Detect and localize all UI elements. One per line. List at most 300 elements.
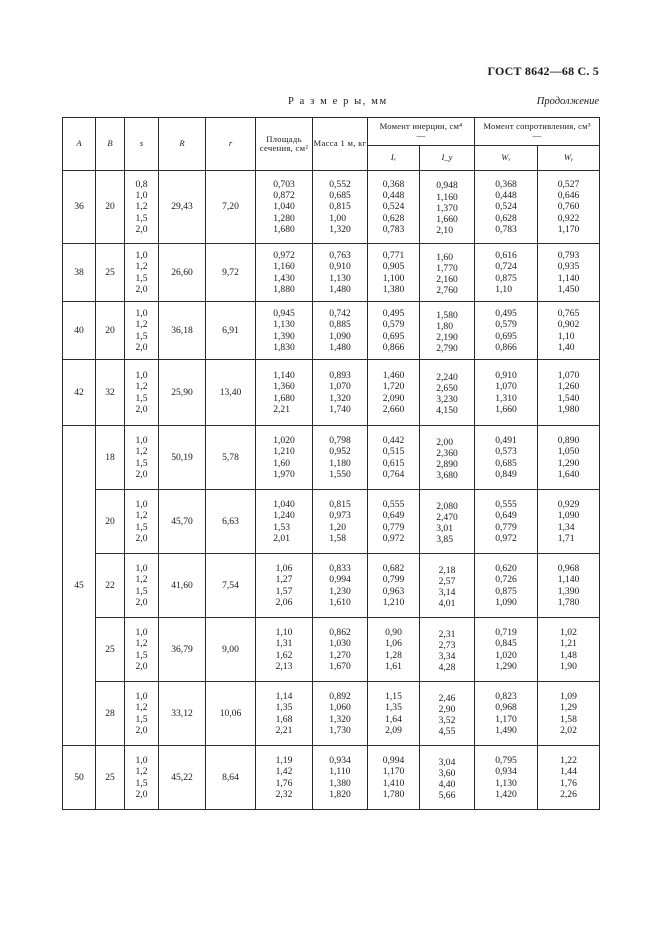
area-value: 1,42 [275, 766, 293, 778]
Wx-value: 0,573 [495, 446, 517, 458]
continuation-label: Продолжение [536, 96, 599, 107]
Wx-value: 1,020 [495, 649, 517, 661]
table-row [63, 490, 600, 554]
cell-s [125, 171, 159, 244]
cell-Ix [368, 682, 420, 746]
s-value: 1,5 [135, 777, 148, 789]
Iy-value: 1,770 [436, 262, 458, 274]
dimensions-table [62, 117, 600, 810]
cell-s [125, 746, 159, 810]
Wx-value: 0,368 [495, 178, 517, 190]
s-value: 1,2 [135, 766, 148, 778]
cell-R: 36,79 [159, 618, 206, 682]
cell-area [256, 618, 313, 682]
resistance-label: Момент сопротивления, см³ [483, 120, 591, 131]
Ix-value: 1,170 [382, 766, 405, 778]
Wy-value: 0,929 [557, 499, 580, 511]
mass-value: 0,893 [329, 370, 351, 382]
mass-value: 1,130 [329, 272, 351, 284]
Iy-value: 2,90 [438, 703, 456, 715]
Wy-value: 0,935 [557, 261, 580, 273]
Iy-value: 1,80 [436, 320, 453, 332]
mass-value: 1,730 [329, 724, 351, 736]
s-values [136, 755, 148, 800]
cell-Iy [420, 746, 475, 810]
Iy-value: 4,01 [438, 598, 456, 610]
s-values [136, 370, 148, 415]
area-value: 1,35 [275, 702, 293, 714]
s-values [136, 179, 148, 235]
cell-Ix [368, 554, 420, 618]
cell-Wx [475, 746, 538, 810]
area-values [276, 691, 293, 736]
cell-B: 25 [96, 244, 125, 302]
area-value: 1,390 [273, 330, 295, 342]
col-header-r-big: R [159, 118, 206, 171]
Wy-value: 1,450 [557, 283, 580, 295]
Wx-value: 0,695 [495, 330, 517, 342]
Ix-value: 0,695 [382, 330, 405, 342]
cell-area [256, 746, 313, 810]
cell-area [256, 360, 313, 426]
mass-value: 0,552 [329, 178, 351, 190]
cell-B: 20 [96, 302, 125, 360]
Iy-value: 1,370 [436, 202, 458, 214]
cell-Wx [475, 302, 538, 360]
Ix-value: 0,524 [382, 201, 405, 213]
Wx-value: 0,866 [495, 341, 517, 353]
mass-value: 0,892 [329, 691, 351, 703]
Iy-value: 4,55 [438, 726, 456, 738]
Wx-value: 1,170 [495, 713, 517, 725]
area-value: 0,703 [273, 178, 295, 190]
Ix-value: 1,780 [382, 788, 405, 800]
cell-B: 18 [96, 426, 125, 490]
s-value: 1,2 [135, 319, 148, 331]
cell-area [256, 554, 313, 618]
mass-value: 0,798 [329, 435, 351, 447]
Wx-value: 0,555 [495, 499, 517, 511]
area-value: 1,430 [273, 272, 295, 284]
table-body [63, 171, 600, 810]
cell-mass [313, 244, 368, 302]
Wx-value: 1,090 [495, 596, 517, 608]
mass-values [329, 755, 351, 800]
Iy-value: 0,948 [436, 180, 458, 192]
Wx-value: 0,491 [495, 435, 517, 447]
mass-values [329, 370, 351, 415]
cell-Iy [420, 426, 475, 490]
Ix-values [383, 499, 405, 544]
Iy-value: 2,190 [436, 332, 458, 343]
Ix-value: 0,555 [382, 499, 405, 511]
mass-value: 1,740 [329, 403, 351, 415]
s-value: 1,5 [135, 392, 148, 404]
s-values [136, 691, 148, 736]
cell-s [125, 490, 159, 554]
resistance-dash: — [532, 130, 542, 141]
mass-values [329, 179, 351, 235]
Wx-values [495, 499, 517, 544]
Wy-value: 1,71 [557, 532, 575, 544]
col-header-wy: Wᵧ [538, 145, 600, 170]
Wx-value: 0,620 [495, 563, 517, 575]
Wx-value: 0,724 [495, 261, 517, 273]
Iy-value: 3,52 [438, 715, 456, 726]
Wx-value: 0,495 [495, 308, 517, 320]
area-values [273, 370, 295, 415]
table-caption [0, 96, 661, 110]
cell-r: 10,06 [206, 682, 256, 746]
area-value: 1,31 [275, 638, 293, 650]
mass-values [329, 627, 351, 672]
Iy-value: 3,60 [438, 767, 456, 779]
cell-area [256, 302, 313, 360]
Wy-value: 1,09 [560, 691, 577, 703]
mass-values [329, 250, 351, 295]
inertia-label: Момент инерции, см⁴ [379, 120, 463, 131]
Ix-values [385, 627, 402, 672]
area-values [273, 435, 295, 480]
cell-Iy [420, 682, 475, 746]
mass-value: 0,994 [329, 574, 351, 586]
Wx-value: 0,910 [495, 370, 517, 382]
cell-Wx [475, 360, 538, 426]
s-value: 2,0 [135, 403, 148, 415]
Ix-value: 2,660 [382, 403, 405, 415]
cell-B: 20 [96, 171, 125, 244]
Iy-value: 3,34 [438, 651, 456, 662]
cell-mass [313, 746, 368, 810]
area-value: 1,680 [273, 223, 295, 235]
Ix-value: 0,963 [382, 585, 405, 597]
s-value: 0,8 [135, 178, 148, 190]
Wx-value: 0,823 [495, 691, 517, 703]
Iy-value: 2,360 [436, 447, 458, 459]
Ix-value: 2,090 [382, 392, 405, 404]
table-row [63, 618, 600, 682]
Iy-value: 3,230 [436, 394, 458, 405]
Wy-value: 1,29 [560, 702, 577, 714]
mass-value: 1,320 [329, 392, 351, 404]
cell-B: 20 [96, 490, 125, 554]
area-value: 1,06 [275, 563, 293, 575]
s-values [136, 563, 148, 608]
s-value: 1,0 [135, 563, 148, 575]
area-value: 1,040 [273, 201, 295, 213]
Iy-value: 3,85 [436, 534, 453, 546]
cell-Iy [420, 360, 475, 426]
col-header-b: В [96, 118, 125, 171]
cell-B: 22 [96, 554, 125, 618]
area-values [273, 179, 295, 235]
Wy-value: 1,48 [560, 649, 577, 661]
Iy-value: 3,680 [436, 470, 458, 482]
Wy-value: 1,540 [557, 392, 580, 404]
mass-value: 0,742 [329, 308, 351, 320]
mass-value: 1,230 [329, 585, 351, 597]
Wy-values [558, 499, 580, 544]
s-value: 1,0 [135, 250, 148, 262]
area-values [276, 627, 293, 672]
s-values [136, 627, 148, 672]
Ix-value: 0,994 [382, 755, 405, 767]
mass-value: 0,815 [329, 201, 351, 213]
cell-Iy [420, 171, 475, 244]
cell-Wy [538, 426, 600, 490]
cell-Iy [420, 554, 475, 618]
Wx-value: 0,845 [495, 638, 517, 650]
col-header-resistance [475, 118, 600, 146]
Wy-value: 0,527 [557, 178, 580, 190]
area-value: 1,60 [273, 457, 290, 469]
s-value: 2,0 [135, 788, 148, 800]
Wx-value: 0,685 [495, 457, 517, 469]
s-value: 2,0 [135, 660, 148, 672]
cell-s [125, 618, 159, 682]
s-value: 1,0 [135, 190, 148, 202]
s-value: 1,0 [135, 755, 148, 767]
Ix-value: 1,720 [382, 381, 405, 393]
Ix-value: 0,779 [382, 521, 405, 533]
cell-area [256, 682, 313, 746]
Ix-value: 0,972 [382, 532, 405, 544]
Wy-value: 0,890 [557, 435, 580, 447]
cell-R: 36,18 [159, 302, 206, 360]
table-row [63, 302, 600, 360]
s-value: 1,2 [135, 201, 148, 213]
mass-value: 0,685 [329, 190, 351, 202]
cell-Wy [538, 360, 600, 426]
s-value: 2,0 [135, 341, 148, 353]
cell-r: 7,54 [206, 554, 256, 618]
s-value: 1,2 [135, 702, 148, 714]
Iy-value: 2,760 [436, 285, 458, 297]
col-header-s: s [125, 118, 159, 171]
Wx-values [495, 370, 517, 415]
cell-s [125, 360, 159, 426]
cell-Ix [368, 302, 420, 360]
Ix-values [383, 435, 405, 480]
cell-Wy [538, 746, 600, 810]
area-value: 1,020 [273, 435, 295, 447]
Wx-values [495, 435, 517, 480]
cell-s [125, 426, 159, 490]
mass-value: 1,20 [329, 521, 346, 533]
mass-value: 0,973 [329, 510, 351, 522]
Iy-values [436, 249, 458, 297]
Ix-value: 0,764 [382, 468, 405, 480]
Iy-value: 5,66 [438, 790, 456, 802]
s-value: 1,5 [135, 649, 148, 661]
Wx-value: 0,783 [495, 223, 517, 235]
s-value: 1,2 [135, 261, 148, 273]
cell-Ix [368, 244, 420, 302]
Wx-values [495, 563, 517, 608]
Iy-value: 1,580 [436, 309, 458, 321]
Wx-value: 0,616 [495, 250, 517, 262]
cell-a: 42 [63, 360, 96, 426]
Ix-value: 1,64 [385, 713, 402, 725]
area-value: 2,32 [275, 788, 293, 800]
Wy-values [558, 179, 580, 235]
Ix-value: 0,783 [382, 223, 405, 235]
Ix-value: 0,799 [382, 574, 405, 586]
Ix-value: 0,628 [382, 212, 405, 224]
s-values [136, 435, 148, 480]
table-row [63, 554, 600, 618]
Ix-value: 0,368 [382, 178, 405, 190]
Wy-value: 1,390 [557, 585, 580, 597]
cell-R: 29,43 [159, 171, 206, 244]
table-row [63, 171, 600, 244]
area-value: 0,872 [273, 190, 295, 202]
Wy-value: 2,02 [560, 724, 577, 736]
s-value: 2,0 [135, 532, 148, 544]
Ix-value: 0,442 [382, 435, 405, 447]
area-value: 1,830 [273, 341, 295, 353]
Ix-value: 0,771 [382, 250, 405, 262]
area-value: 2,21 [275, 724, 293, 736]
s-value: 2,0 [135, 596, 148, 608]
Wx-value: 1,490 [495, 724, 517, 736]
Ix-value: 0,615 [382, 457, 405, 469]
mass-value: 1,480 [329, 283, 351, 295]
cell-a: 36 [63, 171, 96, 244]
cell-mass [313, 490, 368, 554]
s-values [136, 499, 148, 544]
cell-Wx [475, 171, 538, 244]
mass-value: 1,070 [329, 381, 351, 393]
s-value: 1,5 [135, 521, 148, 533]
Wy-values [558, 308, 580, 353]
Iy-values [436, 369, 458, 417]
mass-value: 1,480 [329, 341, 351, 353]
s-value: 1,5 [135, 330, 148, 342]
mass-value: 1,060 [329, 702, 351, 714]
cell-B: 25 [96, 746, 125, 810]
cell-mass [313, 171, 368, 244]
Ix-values [383, 563, 405, 608]
mass-values [329, 308, 351, 353]
s-value: 1,5 [135, 457, 148, 469]
mass-value: 1,610 [329, 596, 351, 608]
cell-Iy [420, 490, 475, 554]
Wy-value: 0,760 [557, 201, 580, 213]
Wy-value: 1,090 [557, 510, 580, 522]
Iy-value: 2,890 [436, 459, 458, 470]
s-value: 1,0 [135, 370, 148, 382]
cell-Wy [538, 490, 600, 554]
Wy-values [558, 370, 580, 415]
Ix-values [385, 691, 402, 736]
Wx-value: 0,579 [495, 319, 517, 331]
cell-Wx [475, 426, 538, 490]
Ix-value: 0,448 [382, 190, 405, 202]
Ix-value: 0,90 [385, 627, 402, 639]
table-row [63, 244, 600, 302]
mass-value: 1,00 [329, 212, 346, 224]
area-value: 1,68 [275, 713, 293, 725]
cell-s [125, 682, 159, 746]
Wy-value: 1,21 [560, 638, 577, 650]
Wy-values [558, 435, 580, 480]
Wy-value: 1,290 [557, 457, 580, 469]
mass-value: 1,58 [329, 532, 346, 544]
s-value: 1,0 [135, 308, 148, 320]
Wy-value: 1,10 [557, 330, 575, 342]
Wx-value: 1,290 [495, 660, 517, 672]
cell-R: 26,60 [159, 244, 206, 302]
mass-value: 0,763 [329, 250, 351, 262]
Wy-values [560, 755, 577, 800]
area-values [276, 563, 293, 608]
Ix-value: 1,28 [385, 649, 402, 661]
table-row [63, 682, 600, 746]
Ix-value: 1,15 [385, 691, 402, 703]
Ix-value: 1,460 [382, 370, 405, 382]
table-row [63, 360, 600, 426]
s-value: 1,5 [135, 713, 148, 725]
mass-values [329, 691, 351, 736]
Iy-value: 2,650 [436, 382, 458, 394]
s-value: 1,0 [135, 627, 148, 639]
cell-area [256, 490, 313, 554]
Wy-values [558, 250, 580, 295]
cell-B: 28 [96, 682, 125, 746]
cell-Ix [368, 171, 420, 244]
cell-r: 9,72 [206, 244, 256, 302]
Iy-value: 3,14 [438, 587, 456, 598]
area-value: 1,76 [275, 777, 293, 789]
Iy-value: 1,60 [436, 251, 453, 263]
cell-Ix [368, 426, 420, 490]
Wy-value: 1,140 [557, 574, 580, 586]
Ix-value: 1,06 [385, 638, 402, 650]
cell-r: 9,00 [206, 618, 256, 682]
Iy-values [439, 690, 456, 738]
cell-s [125, 554, 159, 618]
s-value: 1,0 [135, 435, 148, 447]
cell-mass [313, 302, 368, 360]
Wx-values [495, 308, 517, 353]
Wx-value: 1,10 [495, 283, 512, 295]
cell-Wy [538, 244, 600, 302]
Wx-values [495, 691, 517, 736]
Iy-value: 2,10 [436, 225, 453, 237]
Ix-value: 2,09 [385, 724, 402, 736]
mass-value: 1,820 [329, 788, 351, 800]
Iy-value: 2,31 [438, 628, 456, 640]
Ix-values [383, 370, 405, 415]
s-value: 1,2 [135, 446, 148, 458]
cell-area [256, 171, 313, 244]
Wx-value: 0,968 [495, 702, 517, 714]
Iy-value: 1,160 [436, 191, 458, 203]
cell-mass [313, 554, 368, 618]
Wy-value: 1,070 [557, 370, 580, 382]
Wx-value: 0,875 [495, 585, 517, 597]
cell-Wy [538, 302, 600, 360]
s-value: 2,0 [135, 724, 148, 736]
Iy-value: 2,73 [438, 639, 456, 651]
Wx-value: 0,628 [495, 212, 517, 224]
area-value: 1,27 [275, 574, 293, 586]
Ix-value: 0,905 [382, 261, 405, 273]
s-value: 1,0 [135, 691, 148, 703]
area-value: 1,140 [273, 370, 295, 382]
table-title: Р а з м е р ы, мм [288, 96, 388, 107]
